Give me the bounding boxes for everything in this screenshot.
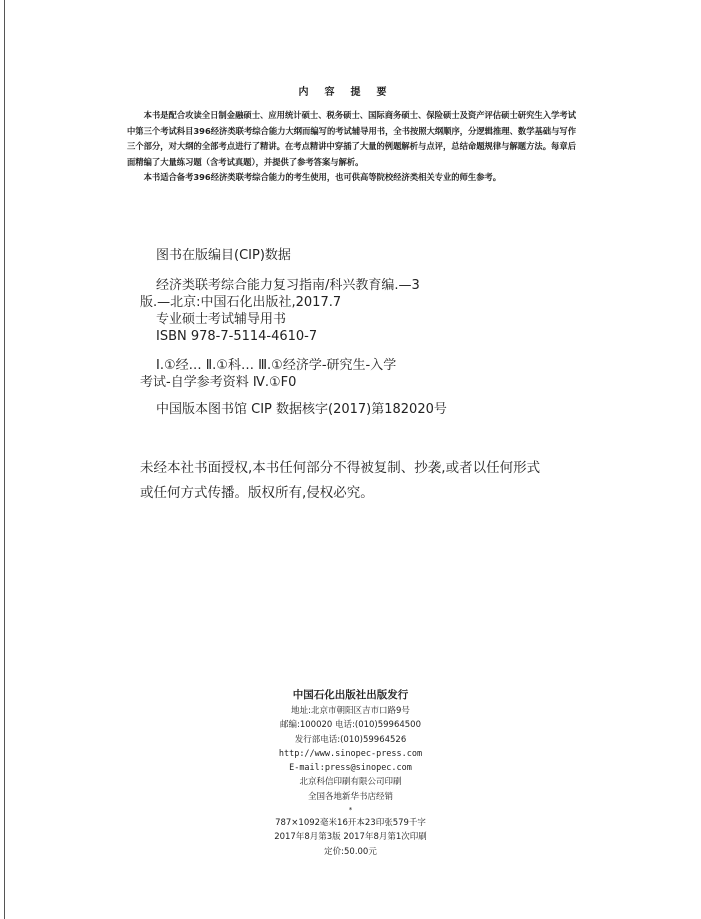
distributor: 全国各地新华书店经销 xyxy=(307,791,393,802)
cip-subject-line: Ⅰ.①经… Ⅱ.①科… Ⅲ.①经济学-研究生-入学 xyxy=(156,358,397,373)
summary-paragraph: 本书适合备考396经济类联考综合能力的考生使用，也可供高等院校经济类相关专业的师生参考。 xyxy=(143,172,502,182)
cip-cn-record: 中国版本图书馆 CIP 数据核字(2017)第182020号 xyxy=(156,402,447,417)
publisher-info xyxy=(0,687,701,859)
summary-title: 内容提要 xyxy=(298,87,403,98)
publisher-website: http://www.sinopec-press.com xyxy=(278,748,423,759)
cip-record xyxy=(140,244,580,418)
copyright-line: 或任何方式传播。版权所有,侵权必究。 xyxy=(140,485,374,501)
cip-isbn: ISBN 978-7-5114-4610-7 xyxy=(156,329,318,344)
copyright-notice xyxy=(140,456,590,506)
cip-heading: 图书在版编目(CIP)数据 xyxy=(156,248,291,263)
cip-title-line: 经济类联考综合能力复习指南/科兴教育编.—3 xyxy=(156,278,420,293)
cip-title-line: 版.—北京:中国石化出版社,2017.7 xyxy=(140,295,342,310)
price: 定价:50.00元 xyxy=(324,846,377,857)
cip-subject-line: 考试-自学参考资料 Ⅳ.①F0 xyxy=(140,375,297,390)
printer-name: 北京科信印刷有限公司印刷 xyxy=(299,777,402,788)
publisher-email: E-mail:press@sinopec.com xyxy=(289,763,412,774)
separator-star: * xyxy=(348,806,353,815)
edition-info: 2017年8月第3版 2017年8月第1次印刷 xyxy=(274,832,427,843)
publisher-name: 中国石化出版社出版发行 xyxy=(292,689,409,701)
copyright-line: 未经本社书面授权,本书任何部分不得被复制、抄袭,或者以任何形式 xyxy=(140,460,541,476)
summary-section xyxy=(127,108,576,186)
publisher-address: 地址:北京市朝阳区吉市口路9号 xyxy=(291,706,410,716)
publisher-postcode-phone: 邮编:100020 电话:(010)59964500 xyxy=(280,720,421,731)
summary-paragraph: 本书是配合攻读全日制金融硕士、应用统计硕士、税务硕士、国际商务硕士、保险硕士及资产评估硕士研究生入学考试中第三个考试科目396经济类联考综合能力大纲而编写的考试辅导用书，全书按照大纲顺序，分逻辑推理、数学基础与写作三个部分，对大纲的全部考点进行了精讲。在考点精讲中穿插了大量的例题解析与点评，总结命题规律与解题方法。每章后面精编了大量练习题（含考试真题），并提供了参考答案与解析。 xyxy=(127,110,576,167)
publisher-sales-phone: 发行部电话:(010)59964526 xyxy=(294,734,407,745)
book-specs: 787×1092毫米16开本23印张579千字 xyxy=(275,818,426,829)
cip-series: 专业硕士考试辅导用书 xyxy=(156,312,287,327)
